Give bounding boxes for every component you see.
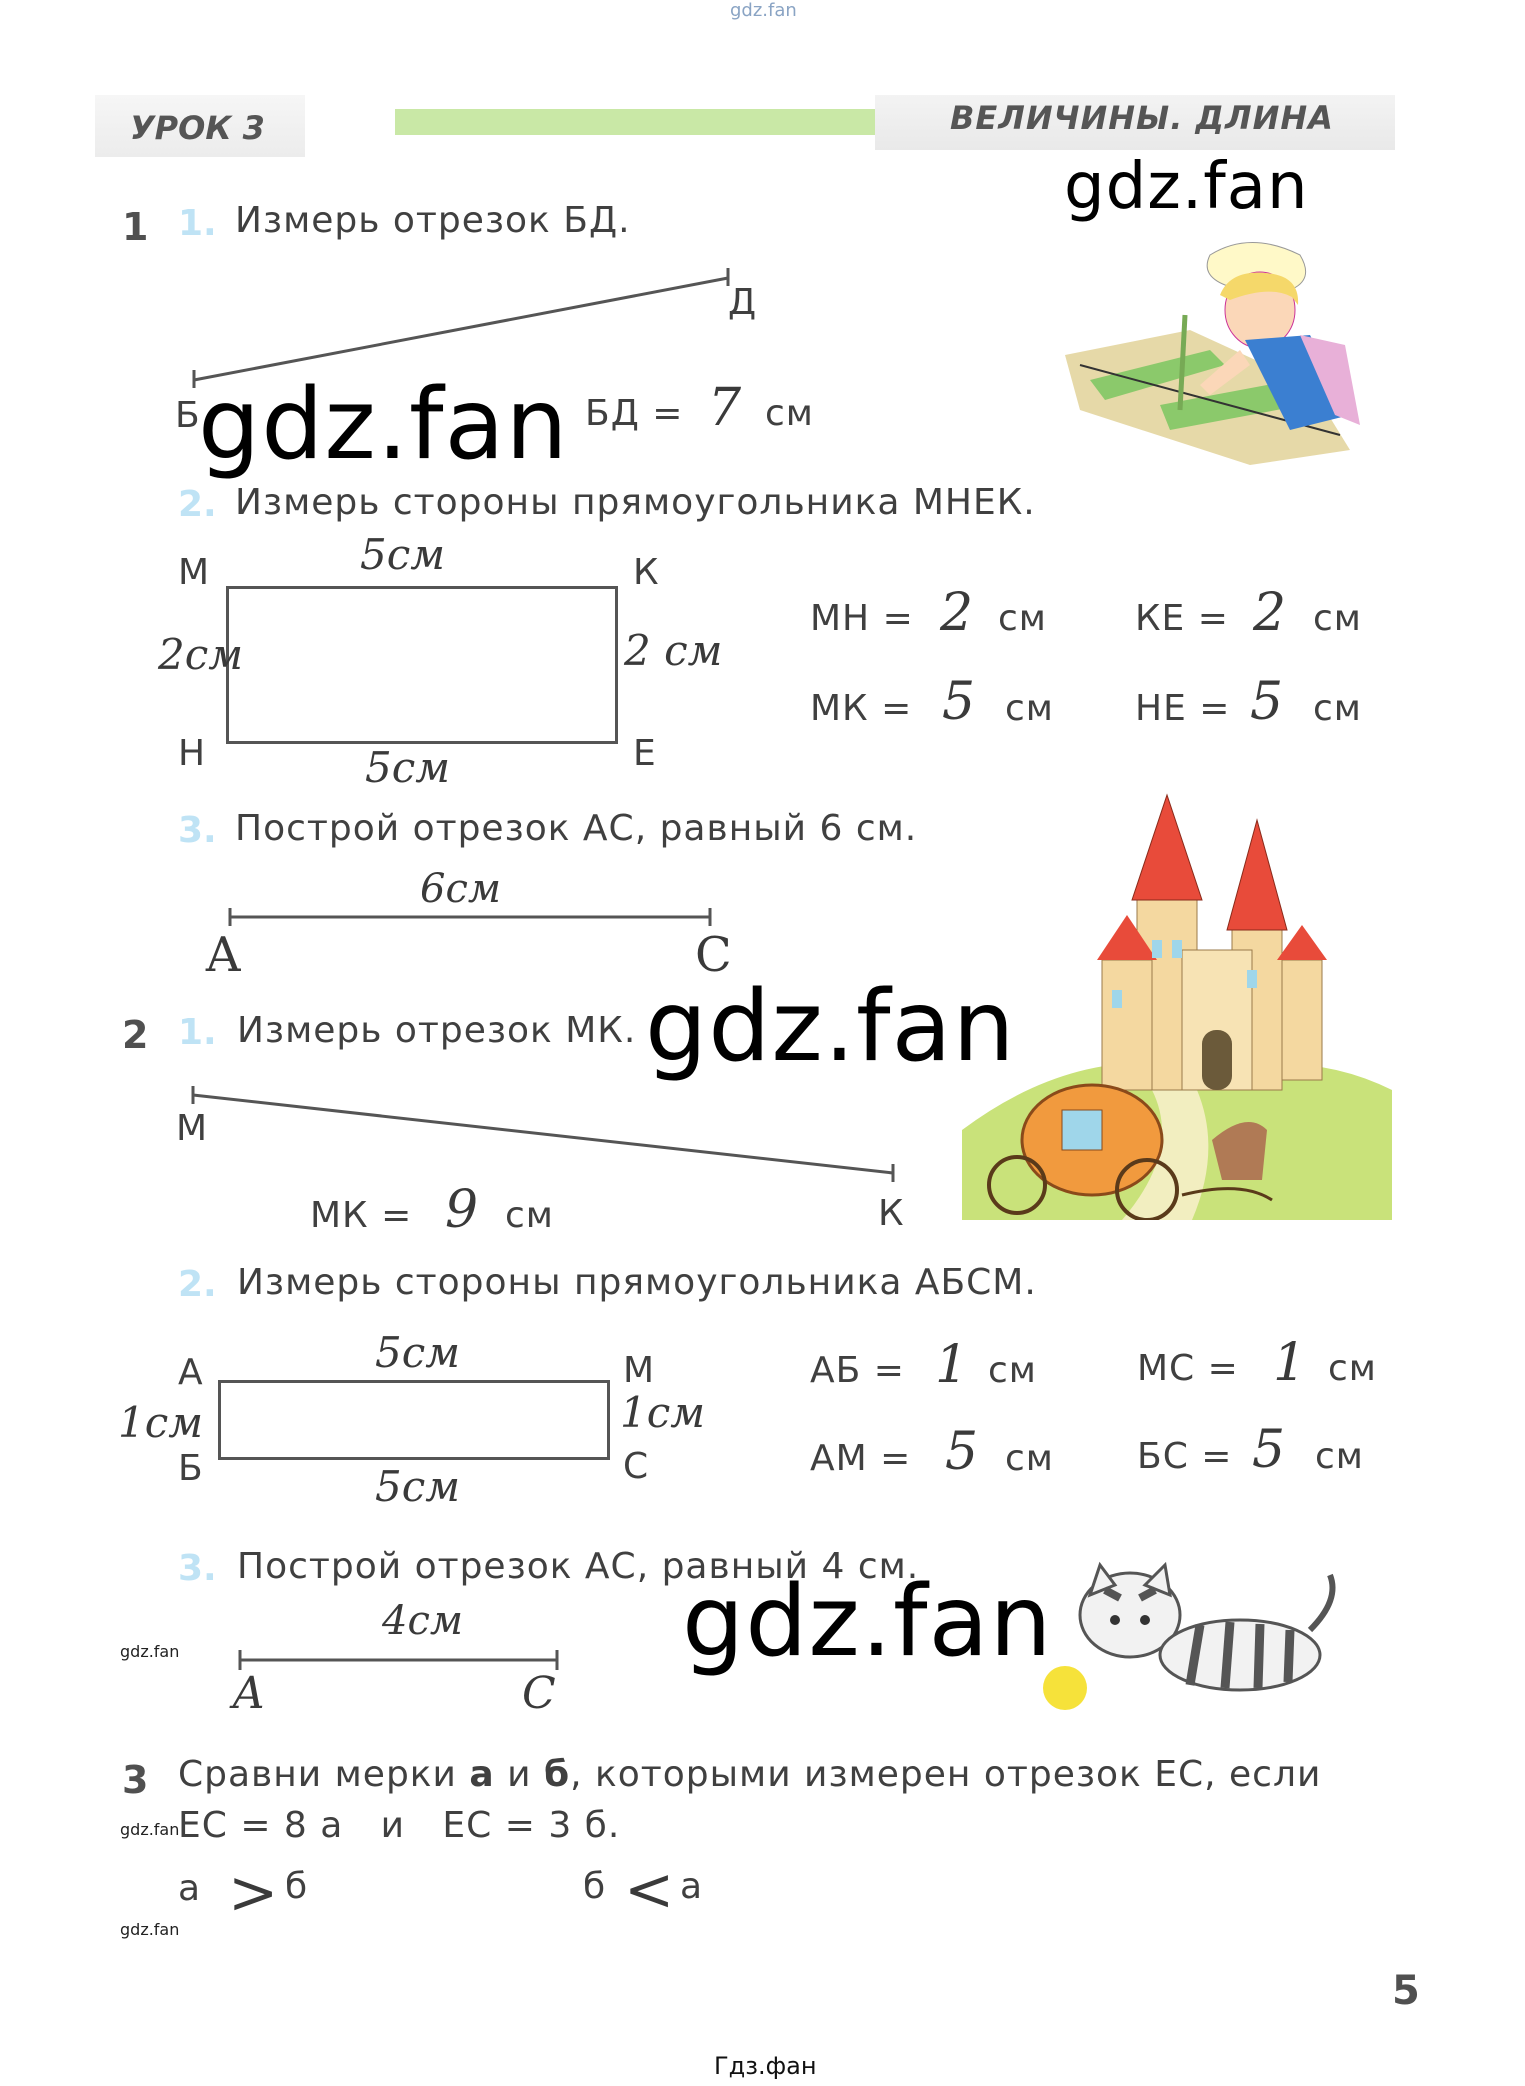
segment-mk xyxy=(185,1085,905,1185)
side-watermark-1: gdz.fan xyxy=(120,1642,180,1661)
answer-bc-label: БС = xyxy=(1137,1436,1233,1477)
answer-ne-value: 5 xyxy=(1250,672,1284,732)
measure-b: б xyxy=(543,1754,571,1795)
answer-mk-value: 5 xyxy=(942,672,976,732)
answer-mn-label: МН = xyxy=(810,598,914,639)
segment-ac-6cm xyxy=(225,905,725,929)
task-1-1-number: 1. xyxy=(178,203,217,244)
task-2-3-text: Построй отрезок АС, равный 4 см. xyxy=(237,1546,920,1587)
watermark-main-4: gdz.fan xyxy=(682,1565,1053,1679)
top-watermark: gdz.fan xyxy=(730,0,797,21)
task-2-2-number: 2. xyxy=(178,1264,217,1305)
task-2-2-text: Измерь стороны прямоугольника АБСМ. xyxy=(237,1262,1037,1303)
girl-illustration xyxy=(1060,235,1380,465)
task-1-1-text: Измерь отрезок БД. xyxy=(235,200,631,241)
segment-ac-4cm xyxy=(232,1648,567,1672)
rectangle-absm xyxy=(218,1380,610,1460)
task-2-3-number: 3. xyxy=(178,1548,217,1589)
task-2-1-number: 1. xyxy=(178,1012,217,1053)
answer-ne-unit: см xyxy=(1313,688,1362,729)
compare-2-left: б xyxy=(583,1866,607,1907)
answer-bd-value: 7 xyxy=(708,378,742,438)
lesson-label: УРОК 3 xyxy=(130,109,265,147)
answer-mn-unit: см xyxy=(998,598,1047,639)
task-3-line-1 xyxy=(178,1754,1321,1795)
task-1-2-text: Измерь стороны прямоугольника МНЕК. xyxy=(235,482,1036,523)
rect1-corner-n: Н xyxy=(178,733,207,774)
segment-6cm-point-a: А xyxy=(205,927,242,983)
rect1-corner-m: М xyxy=(178,552,211,593)
answer-ke-value: 2 xyxy=(1253,583,1287,643)
task-1-2-number: 2. xyxy=(178,484,217,525)
rect1-note-right: 2 см xyxy=(624,626,723,675)
answer-mc-value: 1 xyxy=(1273,1333,1307,1393)
header-band xyxy=(95,95,1395,157)
rect2-corner-m: М xyxy=(623,1350,656,1391)
task-2-1-text: Измерь отрезок МК. xyxy=(237,1010,637,1051)
segment-6cm-note: 6см xyxy=(420,866,502,912)
answer-am-label: АМ = xyxy=(810,1438,912,1479)
segment-4cm-point-a: А xyxy=(232,1668,266,1719)
answer-mn-value: 2 xyxy=(940,583,974,643)
watermark-main-1: gdz.fan xyxy=(198,368,569,482)
segment-6cm-point-c: С xyxy=(695,927,732,983)
answer-bd-unit: см xyxy=(765,393,814,434)
rect1-note-top: 5см xyxy=(360,530,446,579)
measure-a: а xyxy=(469,1754,495,1795)
task-3-text-b: , которыми измерен отрезок ЕС, если xyxy=(570,1754,1322,1795)
section-3-number: 3 xyxy=(122,1758,149,1802)
answer-ab-value: 1 xyxy=(935,1335,969,1395)
task-3-and: и xyxy=(494,1754,544,1795)
page-number: 5 xyxy=(1392,1968,1420,2014)
rect2-note-bottom: 5см xyxy=(375,1462,461,1511)
compare-2-sign: < xyxy=(624,1855,675,1925)
cat-illustration xyxy=(1030,1560,1350,1710)
segment-4cm-note: 4см xyxy=(382,1598,464,1644)
compare-1-sign: > xyxy=(228,1858,279,1928)
answer-mc-unit: см xyxy=(1328,1348,1377,1389)
rect2-note-right: 1см xyxy=(620,1388,706,1437)
answer-ab-unit: см xyxy=(988,1350,1037,1391)
point-b: Б xyxy=(175,395,201,436)
answer-mc-label: МС = xyxy=(1137,1348,1239,1389)
side-watermark-2: gdz.fan xyxy=(120,1820,180,1839)
rect2-note-left: 1см xyxy=(118,1398,204,1447)
answer-am-unit: см xyxy=(1005,1438,1054,1479)
point-d: Д xyxy=(728,282,758,323)
answer-mk2-value: 9 xyxy=(445,1180,479,1240)
rect1-corner-e: Е xyxy=(633,733,657,774)
topic-label: ВЕЛИЧИНЫ. ДЛИНА xyxy=(950,99,1334,137)
point-m: М xyxy=(176,1108,209,1149)
task-1-3-text: Построй отрезок АС, равный 6 см. xyxy=(235,808,918,849)
task-3-line-2: ЕС = 8 а и ЕС = 3 б. xyxy=(178,1805,621,1846)
answer-ne-label: НЕ = xyxy=(1135,688,1231,729)
answer-ke-unit: см xyxy=(1313,598,1362,639)
answer-ab-label: АБ = xyxy=(810,1350,905,1391)
rect2-corner-b: Б xyxy=(178,1448,204,1489)
answer-ke-label: КЕ = xyxy=(1135,598,1229,639)
compare-1-right: б xyxy=(285,1866,309,1907)
rect1-note-bottom: 5см xyxy=(365,743,451,792)
compare-1-left: а xyxy=(178,1868,202,1909)
section-1-number: 1 xyxy=(122,205,149,249)
rect2-corner-a: А xyxy=(178,1352,204,1393)
segment-4cm-point-c: С xyxy=(522,1668,556,1719)
answer-mk-label: МК = xyxy=(810,688,913,729)
rectangle-mnek xyxy=(226,586,618,744)
side-watermark-3: gdz.fan xyxy=(120,1920,180,1939)
watermark-main-3: gdz.fan xyxy=(645,970,1016,1084)
rect1-note-left: 2см xyxy=(158,630,244,679)
rect1-corner-k: К xyxy=(633,552,660,593)
answer-bc-value: 5 xyxy=(1252,1420,1286,1480)
answer-mk2-label: МК = xyxy=(310,1195,413,1236)
answer-bd-label: БД = xyxy=(585,393,684,434)
rect2-corner-c: С xyxy=(623,1446,650,1487)
footer-watermark: Гдз.фан xyxy=(714,2052,817,2080)
task-1-3-number: 3. xyxy=(178,810,217,851)
rect2-note-top: 5см xyxy=(375,1328,461,1377)
compare-2-right: а xyxy=(680,1866,704,1907)
castle-illustration xyxy=(962,790,1392,1220)
answer-bc-unit: см xyxy=(1315,1436,1364,1477)
section-2-number: 2 xyxy=(122,1013,149,1057)
answer-mk-unit: см xyxy=(1005,688,1054,729)
answer-am-value: 5 xyxy=(945,1422,979,1482)
answer-mk2-unit: см xyxy=(505,1195,554,1236)
task-3-text-a: Сравни мерки xyxy=(178,1754,470,1795)
watermark-main-2: gdz.fan xyxy=(1064,150,1309,224)
point-k: К xyxy=(878,1193,905,1234)
